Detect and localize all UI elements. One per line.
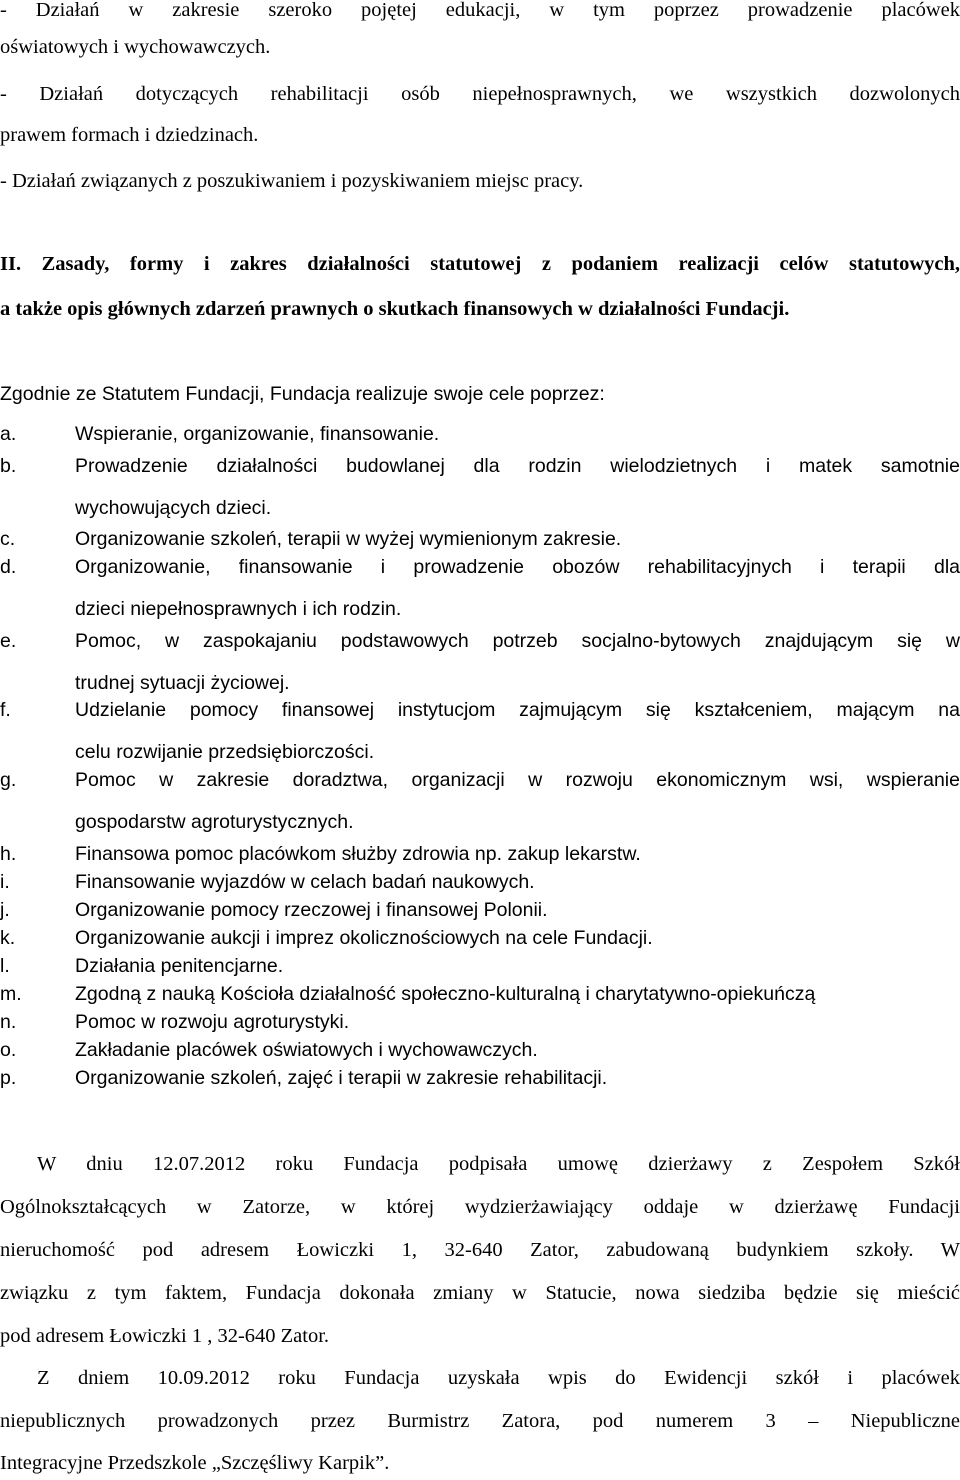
- list-item-text: Organizowanie szkoleń, terapii w wyżej wymienionym zakresie.: [75, 528, 622, 550]
- list-item-text: Wspieranie, organizowanie, finansowanie.: [75, 423, 440, 445]
- list-item-text: Finansowanie wyjazdów w celach badań naukowych.: [75, 871, 535, 893]
- list-item-text: Finansowa pomoc placówkom służby zdrowia np. zakup lekarstw.: [75, 843, 641, 865]
- paragraph-lease-line-4: związku z tym faktem, Fundacja dokonała zmiany w Statucie, nowa siedziba będzie się mieścić: [0, 1282, 960, 1304]
- list-item-text: Zgodną z nauką Kościoła działalność społeczno-kulturalną i charytatywno-opiekuńczą: [75, 983, 816, 1005]
- list-item-label: o.: [0, 1039, 17, 1061]
- paragraph-registry-line-1: Z dniem 10.09.2012 roku Fundacja uzyskała wpis do Ewidencji szkół i placówek: [37, 1367, 960, 1389]
- list-item-text-continued: celu rozwijanie przedsiębiorczości.: [75, 741, 375, 763]
- list-item-label: c.: [0, 528, 16, 550]
- section-heading-line-2: a także opis głównych zdarzeń prawnych o skutkach finansowych w działalności Fundacji.: [0, 298, 790, 320]
- paragraph-lease-line-1: W dniu 12.07.2012 roku Fundacja podpisała umowę dzierżawy z Zespołem Szkół: [37, 1153, 960, 1175]
- list-item-label: m.: [0, 983, 22, 1005]
- list-item-text: Organizowanie, finansowanie i prowadzenie obozów rehabilitacyjnych i terapii dla: [75, 556, 960, 578]
- list-item-label: f.: [0, 699, 11, 721]
- list-item-text: Organizowanie pomocy rzeczowej i finansowej Polonii.: [75, 899, 548, 921]
- list-item-text: Pomoc w zakresie doradztwa, organizacji w rozwoju ekonomicznym wsi, wspieranie: [75, 769, 960, 791]
- list-item-text-continued: dzieci niepełnosprawnych i ich rodzin.: [75, 598, 402, 620]
- list-item-text-continued: trudnej sytuacji życiowej.: [75, 672, 290, 694]
- lead-sentence: Zgodnie ze Statutem Fundacji, Fundacja realizuje swoje cele poprzez:: [0, 383, 605, 405]
- paragraph-registry-line-3: Integracyjne Przedszkole „Szczęśliwy Karpik”.: [0, 1452, 390, 1474]
- paragraph-lease-line-5: pod adresem Łowiczki 1 , 32-640 Zator.: [0, 1325, 330, 1347]
- bullet-3-line-1: - Działań związanych z poszukiwaniem i pozyskiwaniem miejsc pracy.: [0, 170, 584, 192]
- list-item-label: b.: [0, 455, 17, 477]
- list-item-text: Prowadzenie działalności budowlanej dla rodzin wielodzietnych i matek samotnie: [75, 455, 960, 477]
- list-item-label: g.: [0, 769, 17, 791]
- paragraph-lease-line-2: Ogólnokształcących w Zatorze, w której wydzierżawiający oddaje w dzierżawę Fundacji: [0, 1196, 960, 1218]
- list-item-text: Pomoc w rozwoju agroturystyki.: [75, 1011, 350, 1033]
- list-item-label: k.: [0, 927, 16, 949]
- list-item-text: Pomoc, w zaspokajaniu podstawowych potrzeb socjalno-bytowych znajdującym się w: [75, 630, 960, 652]
- list-item-label: a.: [0, 423, 17, 445]
- paragraph-lease-line-3: nieruchomość pod adresem Łowiczki 1, 32-640 Zator, zabudowaną budynkiem szkoły. W: [0, 1239, 960, 1261]
- bullet-2-line-2: prawem formach i dziedzinach.: [0, 124, 259, 146]
- list-item-text: Organizowanie szkoleń, zajęć i terapii w zakresie rehabilitacji.: [75, 1067, 608, 1089]
- section-heading-line-1: II. Zasady, formy i zakres działalności statutowej z podaniem realizacji celów statutowych,: [0, 253, 960, 275]
- list-item-text: Zakładanie placówek oświatowych i wychowawczych.: [75, 1039, 538, 1061]
- bullet-1-line-1: - Działań w zakresie szeroko pojętej edukacji, w tym poprzez prowadzenie placówek: [0, 0, 960, 21]
- list-item-label: h.: [0, 843, 17, 865]
- list-item-label: e.: [0, 630, 17, 652]
- list-item-label: n.: [0, 1011, 17, 1033]
- list-item-text-continued: wychowujących dzieci.: [75, 497, 272, 519]
- list-item-label: i.: [0, 871, 10, 893]
- list-item-text: Udzielanie pomocy finansowej instytucjom zajmującym się kształceniem, mającym na: [75, 699, 960, 721]
- list-item-text: Organizowanie aukcji i imprez okolicznościowych na cele Fundacji.: [75, 927, 653, 949]
- bullet-1-line-2: oświatowych i wychowawczych.: [0, 36, 271, 58]
- list-item-text: Działania penitencjarne.: [75, 955, 284, 977]
- list-item-label: l.: [0, 955, 10, 977]
- list-item-label: j.: [0, 899, 10, 921]
- paragraph-registry-line-2: niepublicznych prowadzonych przez Burmistrz Zatora, pod numerem 3 – Niepubliczne: [0, 1410, 960, 1432]
- list-item-label: d.: [0, 556, 17, 578]
- list-item-label: p.: [0, 1067, 17, 1089]
- list-item-text-continued: gospodarstw agroturystycznych.: [75, 811, 354, 833]
- bullet-2-line-1: - Działań dotyczących rehabilitacji osób niepełnosprawnych, we wszystkich dozwolonych: [0, 83, 960, 105]
